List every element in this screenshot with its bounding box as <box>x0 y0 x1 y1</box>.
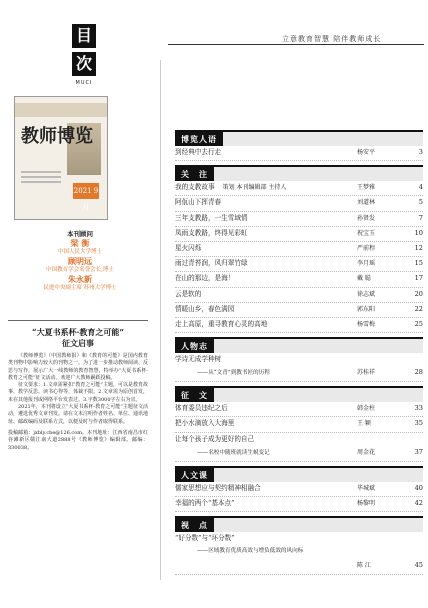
entry-author: 李月瑶 <box>357 260 376 268</box>
entry-author: 严前程 <box>357 244 376 252</box>
entry-title: 雨过青苔润，风归翠竹绿 <box>175 259 248 268</box>
muci-label: MUCI <box>75 80 93 86</box>
notice-contact: 投稿邮箱：jxbly.cbe@126.com。本刊地址：江西省南昌市红谷滩新区赣江南大道2888号《教师博览》编辑部。邮编：330038。 <box>8 429 148 451</box>
toc-entry[interactable] <box>175 272 423 287</box>
notice-paragraph: 《教师博览》（中国教师报）和《教育的可能》是国内教育类刊物中影响力较大的刊物之一。为了进一步推动教师阅读、反思与写作，展示广大一线教师的教育智慧，特举办“大夏书系杯·教育之可能”征文活动。欢迎广大教师踊跃投稿。 <box>8 353 149 381</box>
entry-title: 云是软的 <box>175 289 202 298</box>
toc-entry[interactable] <box>175 402 423 417</box>
entry-author: 苏桂祥 <box>357 369 376 377</box>
entry-title: 体育委员违纪之后 <box>175 404 228 413</box>
toc-entry[interactable] <box>175 288 423 303</box>
entry-title: 凤雨支教路，终得见彩虹 <box>175 228 248 237</box>
advisor-affiliation: 中国人民大学博士 <box>57 249 102 255</box>
entry-subtitle: ——区域教育优质高效与增负低效的风向标 <box>197 548 304 555</box>
section-header <box>175 130 423 146</box>
entry-page: 45 <box>414 561 423 570</box>
magazine-cover-image <box>14 96 108 220</box>
entry-title: 在山的那边，是海！ <box>175 274 235 283</box>
toc-entry-author-line[interactable] <box>175 560 423 575</box>
entry-author: 刘道林 <box>357 199 376 207</box>
toc-entry-subtitle[interactable] <box>175 546 423 560</box>
entry-title: 三年支教路，一生雪域情 <box>175 213 248 222</box>
toc-entry[interactable] <box>175 303 423 318</box>
entry-title: 我的支教故事 <box>175 183 215 192</box>
toc-entry[interactable] <box>175 417 423 432</box>
mu-char-box: 目 <box>72 24 96 48</box>
entry-page: 42 <box>414 499 423 507</box>
entry-subtitle: ——从“文青”到教书匠的历程 <box>197 370 270 377</box>
entry-author: 杨雪梅 <box>357 320 376 328</box>
toc-entry-subtitle[interactable] <box>175 447 423 462</box>
section-header <box>175 165 423 181</box>
entry-author: 杨安平 <box>357 149 376 156</box>
entry-page: 17 <box>414 274 423 283</box>
entry-column-credit: 策划 本刊编辑部 主持人 <box>222 184 287 192</box>
entry-author: 郭东阳 <box>357 305 376 313</box>
notice-body <box>8 353 148 426</box>
entry-page: 37 <box>414 447 423 456</box>
notice-subtitle: 征文启事 <box>62 338 94 348</box>
advisor-name: 顾明远 <box>68 256 92 266</box>
notice-paragraph: 2021年，本刊将设立“大夏书系杯·教育之可能”主题征文活动，遴选优秀文章刊发。请在文末注明作者姓名、单位、通讯地址、邮政编码及联系方式，以便及时与作者取得联系。 <box>8 404 149 425</box>
entry-page: 35 <box>414 419 423 428</box>
toc-entry[interactable] <box>175 212 423 227</box>
toc-section <box>175 466 423 512</box>
toc-entry[interactable] <box>175 196 423 211</box>
entry-subtitle: ——名校中随班就读生蜕变记 <box>197 449 270 456</box>
entry-title: 星火闪烁 <box>175 243 202 252</box>
toc-entry[interactable] <box>175 353 423 367</box>
cover-title: 教师博览 <box>21 126 93 147</box>
toc-section <box>175 130 423 161</box>
toc-entry[interactable] <box>175 257 423 272</box>
entry-page: 40 <box>414 483 423 492</box>
entry-title: 把小水滴放入大海里 <box>175 419 235 428</box>
ci-char-box: 次 <box>72 52 96 76</box>
entry-author: 孙贤发 <box>357 214 376 222</box>
entry-author: 祝宝玉 <box>357 229 376 237</box>
header-rule <box>168 44 424 45</box>
entry-title: 儒家思想应与契约精神相融合 <box>175 483 261 492</box>
entry-author: 周金花 <box>357 448 376 456</box>
cover-issue-badge: 2021 9月 <box>73 183 99 199</box>
entry-page: 5 <box>418 198 423 207</box>
notice-title: “大夏书系杯·教育之可能” <box>32 327 124 337</box>
entry-title: 学诗无成学种树 <box>175 355 222 364</box>
toc-entry[interactable] <box>175 497 423 512</box>
toc-section <box>175 337 423 382</box>
masthead <box>18 228 142 293</box>
advisor-name: 朱永新 <box>68 274 92 284</box>
entry-author: 戴 聪 <box>357 275 371 283</box>
cover-text-lines <box>21 171 61 186</box>
entry-page: 15 <box>414 259 423 268</box>
cover-top-band <box>15 103 107 117</box>
toc-section <box>175 516 423 575</box>
advisor-name: 梁 衡 <box>70 238 90 248</box>
entry-author: 王梦雅 <box>357 184 376 192</box>
entry-page: 33 <box>414 404 423 413</box>
notice-paragraph: 征文要求：1.文章需紧扣“教育之可能”主题，可以是教育故事、教学反思、读书心得等，体裁不限。2.文章需为原创首发，未在其他报刊或网络平台发表过。3.字数3000字左右为宜。 <box>8 382 148 403</box>
essay-contest-notice <box>8 320 148 452</box>
left-column <box>0 0 160 608</box>
entry-author: 王 颖 <box>357 420 371 428</box>
section-label: 征 文 <box>175 388 214 402</box>
masthead-heading: 本刊顾问 <box>67 230 93 238</box>
toc-entry[interactable] <box>175 532 423 546</box>
entry-title: 走上高原，重寻教育心灵的高地 <box>175 319 268 328</box>
section-header <box>175 466 423 482</box>
entry-title: 到经典中去行走 <box>175 148 222 156</box>
entry-title: 让每个孩子成为更好的自己 <box>175 434 255 443</box>
toc-entry[interactable] <box>175 433 423 447</box>
entry-page: 7 <box>418 213 423 222</box>
toc-entry[interactable] <box>175 181 423 196</box>
entry-page: 20 <box>414 289 423 298</box>
section-header <box>175 337 423 353</box>
entry-page: 4 <box>418 183 423 192</box>
advisor-affiliation: 中国教育学会名誉会长,博士 <box>46 267 114 273</box>
advisor-affiliation: 民进中央副主席 苏州大学博士 <box>43 285 117 291</box>
entry-page: 10 <box>414 228 423 237</box>
section-label: 视 点 <box>175 518 214 532</box>
section-header <box>175 386 423 402</box>
header-tagline: 立意教育智慧 陪伴教师成长 <box>282 35 382 43</box>
section-label: 博览人语 <box>175 132 223 146</box>
entry-title: 情暖山乡，春色满园 <box>175 304 235 313</box>
entry-title: 幸福的两个“基本点” <box>175 499 235 507</box>
column-divider <box>160 60 161 580</box>
toc-entry[interactable] <box>175 227 423 242</box>
entry-author: 陈 江 <box>357 562 371 570</box>
entry-author: 毕城斌 <box>357 484 376 492</box>
entry-page: 12 <box>414 243 423 252</box>
toc-entry[interactable] <box>175 146 423 161</box>
section-label: 关 注 <box>175 167 214 181</box>
toc-entry-subtitle[interactable] <box>175 367 423 382</box>
entry-page: 25 <box>414 319 423 328</box>
section-label: 人文课 <box>175 468 214 482</box>
toc-entry[interactable] <box>175 482 423 497</box>
entry-author: 徐志斌 <box>357 290 376 298</box>
toc-section <box>175 386 423 462</box>
table-of-contents <box>175 126 423 575</box>
toc-entry[interactable] <box>175 318 423 333</box>
entry-author: 杨黎明 <box>357 500 376 507</box>
toc-section <box>175 165 423 333</box>
entry-title: 阿佤山下挥青春 <box>175 198 222 207</box>
entry-title: “好分数”与“坏分数” <box>175 534 235 543</box>
section-label: 人物志 <box>175 339 214 353</box>
section-header <box>175 516 423 532</box>
entry-author: 韩金柱 <box>357 405 376 413</box>
toc-entry[interactable] <box>175 242 423 257</box>
entry-page: 22 <box>414 304 423 313</box>
entry-page: 3 <box>418 148 423 156</box>
entry-page: 28 <box>414 368 423 377</box>
